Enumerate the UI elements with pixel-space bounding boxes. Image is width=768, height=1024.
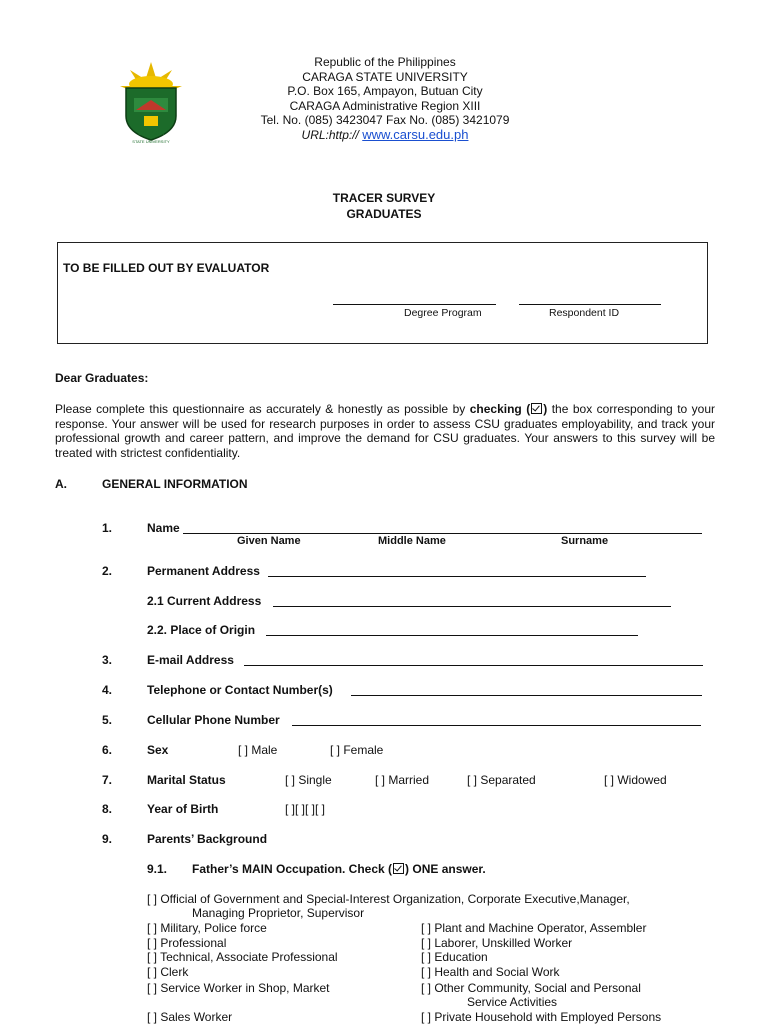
checkbox-icon bbox=[393, 863, 404, 874]
q1-label: Name bbox=[147, 521, 180, 535]
intro-paragraph bbox=[55, 402, 715, 460]
header-phone: Tel. No. (085) 3423047 Fax No. (085) 3421079 bbox=[260, 113, 510, 128]
letterhead bbox=[250, 55, 520, 143]
q91-number: 9.1. bbox=[147, 862, 168, 876]
salutation: Dear Graduates: bbox=[55, 371, 149, 385]
telephone-field[interactable] bbox=[351, 695, 702, 696]
place-of-origin-field[interactable] bbox=[266, 635, 638, 636]
q2-number: 2. bbox=[102, 564, 113, 578]
marital-separated-option[interactable]: [ ] Separated bbox=[467, 773, 536, 787]
occupation-technical-option[interactable]: [ ] Technical, Associate Professional bbox=[147, 950, 338, 964]
q22-label: 2.2. Place of Origin bbox=[147, 623, 256, 637]
degree-program-field[interactable] bbox=[333, 304, 496, 305]
checkbox-icon bbox=[531, 403, 542, 414]
occupation-laborer-option[interactable]: [ ] Laborer, Unskilled Worker bbox=[421, 936, 573, 950]
cellular-field[interactable] bbox=[292, 725, 701, 726]
occupation-official-continued: Managing Proprietor, Supervisor bbox=[192, 906, 365, 920]
occupation-education-option[interactable]: [ ] Education bbox=[421, 950, 488, 964]
q7-label: Marital Status bbox=[147, 773, 226, 787]
occupation-household-option[interactable]: [ ] Private Household with Employed Persons bbox=[421, 1010, 662, 1024]
marital-widowed-option[interactable]: [ ] Widowed bbox=[604, 773, 667, 787]
evaluator-heading: TO BE FILLED OUT BY EVALUATOR bbox=[63, 261, 270, 275]
logo-text: CARAGA bbox=[137, 131, 165, 137]
q91-label-b: ) ONE answer. bbox=[405, 862, 486, 876]
occupation-professional-option[interactable]: [ ] Professional bbox=[147, 936, 227, 950]
occupation-sales-worker-option[interactable]: [ ] Sales Worker bbox=[147, 1010, 233, 1024]
intro-text-2: the box corresponding to your response. Your answer will be used for research purposes in order to assess CSU graduates employability, and track your professional growth and career pattern, and improve the demand for CSU graduates. Your answers to this survey will be treated with strictest confidentiality. bbox=[55, 402, 716, 460]
q4-number: 4. bbox=[102, 683, 113, 697]
section-letter: A. bbox=[55, 477, 67, 491]
permanent-address-field[interactable] bbox=[268, 576, 646, 577]
intro-text-1: Please complete this questionnaire as accurately & honestly as possible by bbox=[55, 402, 466, 416]
q5-label: Cellular Phone Number bbox=[147, 713, 280, 727]
q8-number: 8. bbox=[102, 802, 113, 816]
q91-label-a: Father’s MAIN Occupation. Check ( bbox=[192, 862, 393, 876]
evaluator-box bbox=[57, 242, 708, 344]
header-republic: Republic of the Philippines bbox=[314, 55, 456, 69]
survey-title: TRACER SURVEY bbox=[332, 191, 436, 205]
q2-label: Permanent Address bbox=[147, 564, 260, 578]
section-title: GENERAL INFORMATION bbox=[102, 477, 248, 491]
website-link[interactable]: www.carsu.edu.ph bbox=[362, 126, 469, 142]
q91-label bbox=[192, 862, 486, 876]
name-field[interactable] bbox=[183, 533, 702, 534]
respondent-id-label: Respondent ID bbox=[549, 307, 620, 319]
email-field[interactable] bbox=[244, 665, 703, 666]
q3-number: 3. bbox=[102, 653, 113, 667]
marital-married-option[interactable]: [ ] Married bbox=[375, 773, 430, 787]
occupation-health-option[interactable]: [ ] Health and Social Work bbox=[421, 965, 560, 979]
given-name-label: Given Name bbox=[237, 535, 301, 547]
q6-number: 6. bbox=[102, 743, 113, 757]
respondent-id-field[interactable] bbox=[519, 304, 661, 305]
q9-label: Parents’ Background bbox=[147, 832, 268, 846]
header-region: CARAGA Administrative Region XIII bbox=[289, 98, 481, 113]
q9-number: 9. bbox=[102, 832, 113, 846]
occupation-clerk-option[interactable]: [ ] Clerk bbox=[147, 965, 189, 979]
url-prefix: URL:http:// bbox=[301, 127, 359, 142]
q1-number: 1. bbox=[102, 521, 113, 535]
sex-male-option[interactable]: [ ] Male bbox=[238, 743, 278, 757]
q7-number: 7. bbox=[102, 773, 113, 787]
occupation-official-option[interactable]: [ ] Official of Government and Special-Interest Organization, Corporate Executive,Manager, bbox=[147, 892, 630, 906]
intro-checking-end: ) bbox=[543, 402, 548, 416]
q4-label: Telephone or Contact Number(s) bbox=[147, 683, 333, 697]
occupation-plant-operator-option[interactable]: [ ] Plant and Machine Operator, Assembler bbox=[421, 921, 647, 935]
header-address: P.O. Box 165, Ampayon, Butuan City bbox=[287, 84, 483, 99]
surname-label: Surname bbox=[561, 535, 609, 547]
occupation-community-continued: Service Activities bbox=[467, 995, 558, 1009]
q3-label: E-mail Address bbox=[147, 653, 234, 667]
q21-label: 2.1 Current Address bbox=[147, 594, 262, 608]
occupation-military-option[interactable]: [ ] Military, Police force bbox=[147, 921, 267, 935]
marital-single-option[interactable]: [ ] Single bbox=[285, 773, 332, 787]
middle-name-label: Middle Name bbox=[378, 535, 446, 547]
header-url-line bbox=[250, 128, 520, 143]
current-address-field[interactable] bbox=[273, 606, 671, 607]
university-logo bbox=[116, 54, 186, 154]
year-of-birth-boxes[interactable]: [ ][ ][ ][ ] bbox=[285, 802, 326, 816]
logo-subtext: STATE UNIVERSITY bbox=[132, 139, 170, 144]
survey-subtitle: GRADUATES bbox=[346, 207, 422, 221]
q6-label: Sex bbox=[147, 743, 169, 757]
occupation-service-worker-option[interactable]: [ ] Service Worker in Shop, Market bbox=[147, 981, 330, 995]
header-university: CARAGA STATE UNIVERSITY bbox=[302, 69, 468, 84]
q5-number: 5. bbox=[102, 713, 113, 727]
intro-checking: checking ( bbox=[469, 402, 531, 416]
degree-program-label: Degree Program bbox=[404, 307, 482, 319]
q8-label: Year of Birth bbox=[147, 802, 219, 816]
occupation-community-option[interactable]: [ ] Other Community, Social and Personal bbox=[421, 981, 641, 995]
sex-female-option[interactable]: [ ] Female bbox=[330, 743, 384, 757]
